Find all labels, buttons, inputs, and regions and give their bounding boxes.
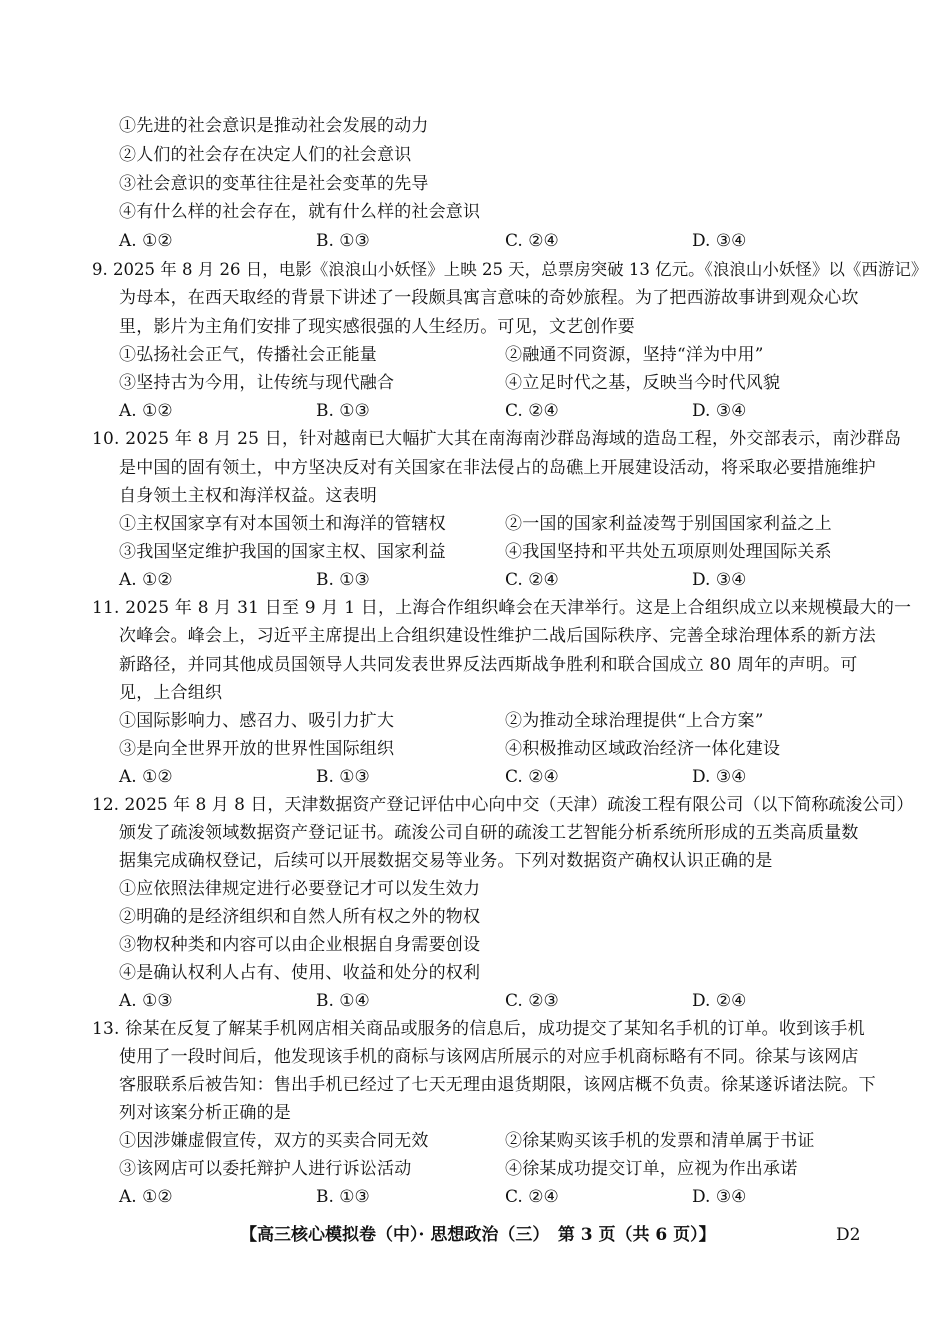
q13-option-b: B. ①③ [316,1187,370,1207]
q12-stem-line-1: 12. 2025 年 8 月 8 日，天津数据资产登记评估中心向中交（天津）疏浚工程有限公司（以下简称疏浚公司） [92,795,914,815]
q11-statement-1: ①国际影响力、感召力、吸引力扩大 [119,711,395,731]
q12-option-b: B. ①④ [316,991,370,1011]
q10-option-d: D. ③④ [692,570,747,590]
q12-statement-4: ④是确认权利人占有、使用、收益和处分的权利 [119,963,481,983]
q12-stem-line-2: 颁发了疏浚领域数据资产登记证书。疏浚公司自研的疏浚工艺智能分析系统所形成的五类高质量数 [119,823,859,843]
q9-option-c: C. ②④ [505,401,559,421]
q10-statement-1: ①主权国家享有对本国领土和海洋的管辖权 [119,514,446,534]
q12-statement-2: ②明确的是经济组织和自然人所有权之外的物权 [119,907,481,927]
q13-statement-4: ④徐某成功提交订单，应视为作出承诺 [505,1159,798,1179]
q9-stem-line-2: 为母本，在西天取经的背景下讲述了一段颇具寓言意味的奇妙旅程。为了把西游故事讲到观众心坎 [119,288,859,308]
q12-option-c: C. ②③ [505,991,559,1011]
q8-statement-3: ③社会意识的变革往往是社会变革的先导 [119,174,429,194]
q12-statement-3: ③物权种类和内容可以由企业根据自身需要创设 [119,935,481,955]
q9-option-d: D. ③④ [692,401,747,421]
q10-statement-4: ④我国坚持和平共处五项原则处理国际关系 [505,542,832,562]
q9-option-a: A. ①② [119,401,173,421]
q13-statement-3: ③该网店可以委托辩护人进行诉讼活动 [119,1159,412,1179]
q8-statement-1: ①先进的社会意识是推动社会发展的动力 [119,116,429,136]
q11-statement-2: ②为推动全球治理提供“上合方案” [505,711,764,731]
q10-option-a: A. ①② [119,570,173,590]
q11-stem-line-3: 新路径，并同其他成员国领导人共同发表世界反法西斯战争胜利和联合国成立 80 周年的声明。可 [119,655,858,675]
q8-statement-2: ②人们的社会存在决定人们的社会意识 [119,145,412,165]
q12-statement-1: ①应依照法律规定进行必要登记才可以发生效力 [119,879,481,899]
q8-option-a: A. ①② [119,231,173,251]
q13-statement-1: ①因涉嫌虚假宣传，双方的买卖合同无效 [119,1131,429,1151]
q10-stem-line-2: 是中国的固有领土，中方坚决反对有关国家在非法侵占的岛礁上开展建设活动，将采取必要措施维护 [119,458,876,478]
q13-stem-line-4: 列对该案分析正确的是 [119,1103,291,1123]
q10-option-c: C. ②④ [505,570,559,590]
q9-statement-4: ④立足时代之基，反映当今时代风貌 [505,373,781,393]
q9-stem-line-3: 里，影片为主角们安排了现实感很强的人生经历。可见，文艺创作要 [119,317,635,337]
q8-option-d: D. ③④ [692,231,747,251]
page-footer-title: 【高三核心模拟卷（中）· 思想政治（三） 第 3 页（共 6 页）】 [240,1225,716,1245]
q13-stem-line-2: 使用了一段时间后，他发现该手机的商标与该网店所展示的对应手机商标略有不同。徐某与该网店 [119,1047,859,1067]
q11-option-c: C. ②④ [505,767,559,787]
q10-statement-2: ②一国的国家利益凌驾于别国国家利益之上 [505,514,832,534]
q8-statement-4: ④有什么样的社会存在，就有什么样的社会意识 [119,202,481,222]
q11-option-d: D. ③④ [692,767,747,787]
q11-option-a: A. ①② [119,767,173,787]
q11-statement-4: ④积极推动区域政治经济一体化建设 [505,739,781,759]
page-footer-code: D2 [836,1225,861,1245]
q13-option-a: A. ①② [119,1187,173,1207]
q11-stem-line-4: 见，上合组织 [119,683,223,703]
q9-option-b: B. ①③ [316,401,370,421]
q10-statement-3: ③我国坚定维护我国的国家主权、国家利益 [119,542,446,562]
q12-option-a: A. ①③ [119,991,173,1011]
q13-stem-line-1: 13. 徐某在反复了解某手机网店相关商品或服务的信息后，成功提交了某知名手机的订单。收到该手机 [92,1019,865,1039]
q12-option-d: D. ②④ [692,991,747,1011]
q13-stem-line-3: 客服联系后被告知：售出手机已经过了七天无理由退货期限，该网店概不负责。徐某遂诉诸法院。下 [119,1075,876,1095]
q13-statement-2: ②徐某购买该手机的发票和清单属于书证 [505,1131,815,1151]
q9-statement-1: ①弘扬社会正气，传播社会正能量 [119,345,377,365]
q11-option-b: B. ①③ [316,767,370,787]
q9-statement-2: ②融通不同资源，坚持“洋为中用” [505,345,764,365]
q11-statement-3: ③是向全世界开放的世界性国际组织 [119,739,395,759]
q8-option-c: C. ②④ [505,231,559,251]
q10-stem-line-1: 10. 2025 年 8 月 25 日，针对越南已大幅扩大其在南海南沙群岛海域的造岛工程，外交部表示，南沙群岛 [92,429,902,449]
q9-statement-3: ③坚持古为今用，让传统与现代融合 [119,373,395,393]
q9-stem-line-1: 9. 2025 年 8 月 26 日，电影《浪浪山小妖怪》上映 25 天，总票房突破 13 亿元。《浪浪山小妖怪》以《西游记》 [92,260,928,279]
q8-option-b: B. ①③ [316,231,370,251]
q10-stem-line-3: 自身领土主权和海洋权益。这表明 [119,486,377,506]
q13-option-c: C. ②④ [505,1187,559,1207]
q13-option-d: D. ③④ [692,1187,747,1207]
q11-stem-line-2: 次峰会。峰会上，习近平主席提出上合组织建设性维护二战后国际秩序、完善全球治理体系的新方法 [119,626,876,646]
q11-stem-line-1: 11. 2025 年 8 月 31 日至 9 月 1 日，上海合作组织峰会在天津举行。这是上合组织成立以来规模最大的一 [92,598,912,618]
q12-stem-line-3: 据集完成确权登记，后续可以开展数据交易等业务。下列对数据资产确权认识正确的是 [119,851,773,871]
q10-option-b: B. ①③ [316,570,370,590]
